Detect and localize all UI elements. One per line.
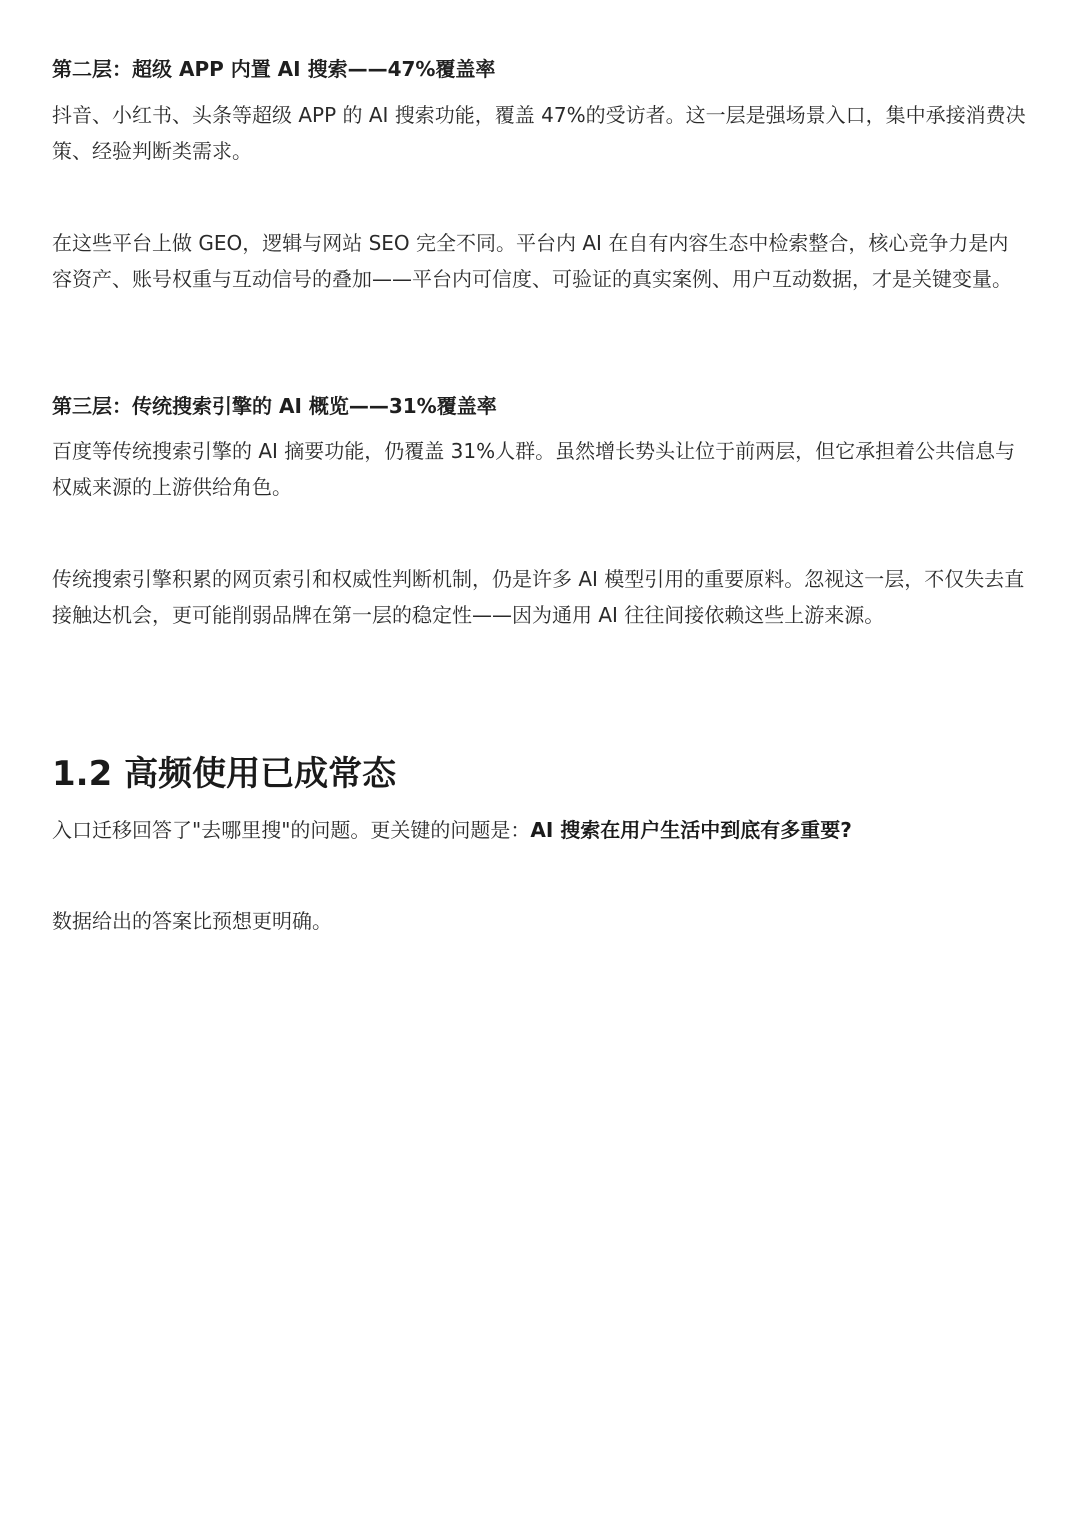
section-title: 1.2 高频使用已成常态 (52, 754, 397, 794)
section-intro-paragraph (52, 812, 1028, 848)
layer3-heading: 第三层：传统搜索引擎的 AI 概览——31%覆盖率 (52, 394, 497, 418)
intro-bold-question: AI 搜索在用户生活中到底有多重要? (530, 818, 852, 842)
layer2-heading: 第二层：超级 APP 内置 AI 搜索——47%覆盖率 (52, 57, 496, 81)
section-paragraph-2: 数据给出的答案比预想更明确。 (52, 909, 332, 933)
intro-plain-text: 入口迁移回答了"去哪里搜"的问题。更关键的问题是： (52, 818, 531, 842)
layer2-paragraph-1: 抖音、小红书、头条等超级 APP 的 AI 搜索功能，覆盖 47%的受访者。这一层是强场景入口，集中承接消费决策、经验判断类需求。 (52, 103, 1026, 163)
layer2-paragraph-2: 在这些平台上做 GEO，逻辑与网站 SEO 完全不同。平台内 AI 在自有内容生态中检索整合，核心竞争力是内容资产、账号权重与互动信号的叠加——平台内可信度、可验证的真实案例、用户互动数据，才是关键变量。 (52, 231, 1012, 291)
layer3-paragraph-1: 百度等传统搜索引擎的 AI 摘要功能，仍覆盖 31%人群。虽然增长势头让位于前两层，但它承担着公共信息与权威来源的上游供给角色。 (52, 439, 1016, 499)
layer3-paragraph-2: 传统搜索引擎积累的网页索引和权威性判断机制，仍是许多 AI 模型引用的重要原料。忽视这一层，不仅失去直接触达机会，更可能削弱品牌在第一层的稳定性——因为通用 AI 往往间接依赖这些上游来源。 (52, 567, 1025, 627)
